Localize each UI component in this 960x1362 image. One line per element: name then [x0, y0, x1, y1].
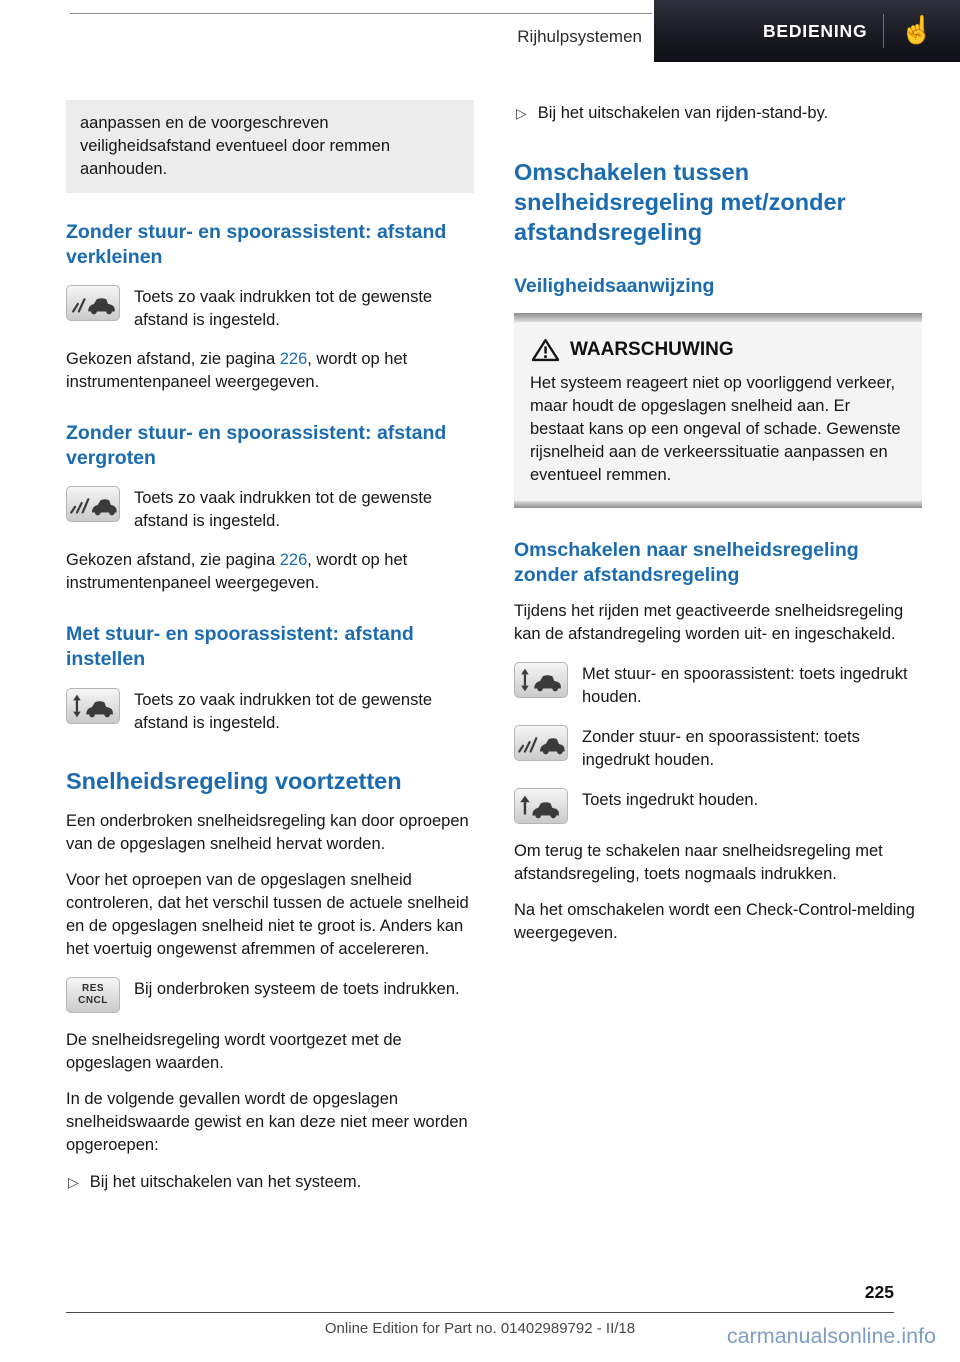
- step-distance-set: [66, 688, 474, 735]
- mode-with-assistant-button-icon: [514, 662, 568, 698]
- step-with-assistant: [514, 662, 922, 709]
- step-text: Toets zo vaak indrukken tot de gewenste afstand is ingesteld.: [134, 690, 433, 732]
- car-distance-bars-icon: [67, 487, 119, 521]
- paragraph-distance-display: [66, 549, 474, 595]
- paragraph: Tijdens het rijden met geactiveerde snelheidsregeling kan de afstandregeling worden uit- en ingeschakeld.: [514, 602, 904, 644]
- warning-triangle-icon: [532, 338, 559, 362]
- heading-switch-without-distance: Omschakelen naar snelheidsregeling zonder afstandsregeling: [514, 538, 859, 586]
- step-res-cncl: [66, 977, 474, 1013]
- step-text: Toets ingedrukt houden.: [582, 790, 759, 809]
- step-distance-decrease: [66, 285, 474, 332]
- watermark: carmanualsonline.info: [726, 1324, 936, 1348]
- car-distance-bars-icon: [515, 726, 567, 760]
- left-column: [66, 96, 474, 1209]
- list-item-text: Bij het uitschakelen van rijden-stand-by.: [537, 104, 829, 122]
- footer-rule: [66, 1312, 894, 1313]
- heading-safety-note: Veiligheidsaanwijzing: [514, 275, 715, 298]
- text-after-link: , wordt op het instrumentenpaneel weergegeven.: [66, 551, 408, 593]
- warning-title-row: [532, 338, 906, 362]
- heading-distance-decrease: Zonder stuur- en spoorassistent: afstand verkleinen: [66, 220, 447, 268]
- car-distance-bars-icon: [67, 286, 119, 320]
- note-box: aanpassen en de voorgeschreven veiligheidsafstand eventueel door remmen aanhouden.: [66, 100, 474, 193]
- heading-distance-set: Met stuur- en spoorassistent: afstand instellen: [66, 623, 414, 670]
- paragraph: De snelheidsregeling wordt voortgezet met de opgeslagen waarden.: [66, 1030, 402, 1072]
- warning-body: [514, 322, 922, 501]
- breadcrumb: Rijhulpsystemen: [517, 27, 642, 46]
- page-number: 225: [864, 1282, 894, 1302]
- res-label: RES: [81, 983, 105, 995]
- right-column: [514, 96, 922, 958]
- step-distance-increase: [66, 486, 474, 533]
- text-after-link: , wordt op het instrumentenpaneel weergegeven.: [66, 350, 408, 392]
- text-before-link: Gekozen afstand, zie pagina: [66, 350, 280, 369]
- distance-increase-button-icon: [66, 486, 120, 522]
- step-text: Bij onderbroken systeem de toets indrukken.: [134, 979, 460, 998]
- triangle-bullet-icon: ▷: [68, 1174, 79, 1191]
- list-item: [516, 102, 922, 125]
- step-text: Toets zo vaak indrukken tot de gewenste afstand is ingesteld.: [134, 489, 433, 531]
- edition-note: Online Edition for Part no. 01402989792 - II/18: [324, 1320, 636, 1337]
- distance-decrease-button-icon: [66, 285, 120, 321]
- chapter-tab: [654, 0, 960, 62]
- mode-without-assistant-button-icon: [514, 725, 568, 761]
- triangle-bullet-icon: ▷: [516, 105, 527, 121]
- car-set-arrows-icon: [515, 663, 567, 697]
- paragraph: Na het omschakelen wordt een Check-Control-melding weergegeven.: [514, 900, 915, 942]
- res-cncl-button-icon: [66, 977, 120, 1013]
- pointing-hand-icon: ☝: [900, 14, 934, 45]
- paragraph-distance-display: [66, 348, 474, 394]
- list-item: [68, 1171, 474, 1194]
- paragraph: Voor het oproepen van de opgeslagen snelheid controleren, dat het verschil tussen de actuele snelheid en de opgeslagen snelheid niet te groot is. Anders kan het voertuig ongewenst afremmen of accelereren.: [66, 871, 469, 958]
- step-text: Toets zo vaak indrukken tot de gewenste afstand is ingesteld.: [134, 288, 433, 330]
- heading-resume-cruise: Snelheidsregeling voortzetten: [66, 768, 402, 795]
- step-text: Met stuur- en spoorassistent: toets ingedrukt houden.: [582, 665, 908, 707]
- list-item-text: Bij het uitschakelen van het systeem.: [89, 1173, 362, 1192]
- header-rule: [70, 13, 652, 14]
- cncl-label: CNCL: [78, 994, 108, 1006]
- heading-switch-modes: Omschakelen tussen snelheidsregeling met/zonder afstandsregeling: [514, 158, 846, 245]
- warning-text: Het systeem reageert niet op voorliggend verkeer, maar houdt de opgeslagen snelheid aan. Er bestaat kans op een ongeval of schade. Gewenste rijsnelheid aan de verkeerssituatie aanpassen en eventueel remmen.: [530, 374, 901, 484]
- step-text: Zonder stuur- en spoorassistent: toets ingedrukt houden.: [582, 728, 860, 769]
- heading-distance-increase: Zonder stuur- en spoorassistent: afstand vergroten: [66, 421, 447, 469]
- page-link-226[interactable]: 226: [279, 350, 308, 369]
- text-before-link: Gekozen afstand, zie pagina: [66, 551, 280, 570]
- warning-box: [514, 313, 922, 508]
- warning-title: WAARSCHUWING: [570, 339, 734, 361]
- page-link-226[interactable]: 226: [279, 551, 308, 570]
- paragraph: In de volgende gevallen wordt de opgeslagen snelheidswaarde gewist en kan deze niet meer worden opgeroepen:: [66, 1089, 468, 1154]
- paragraph: Een onderbroken snelheidsregeling kan door oproepen van de opgeslagen snelheid hervat worden.: [66, 812, 469, 854]
- warning-bottom-bar: [514, 501, 922, 508]
- distance-set-button-icon: [66, 688, 120, 724]
- car-set-arrows-icon: [67, 689, 119, 723]
- warning-top-bar: [514, 313, 922, 322]
- hold-button-icon: [514, 788, 568, 824]
- step-hold-button: [514, 788, 922, 824]
- car-up-arrow-icon: [515, 789, 567, 823]
- paragraph: Om terug te schakelen naar snelheidsregeling met afstandsregeling, toets nogmaals indrukken.: [514, 841, 883, 883]
- badge-divider: [883, 14, 884, 48]
- step-without-assistant: [514, 725, 922, 772]
- chapter-tab-label: BEDIENING: [762, 20, 868, 41]
